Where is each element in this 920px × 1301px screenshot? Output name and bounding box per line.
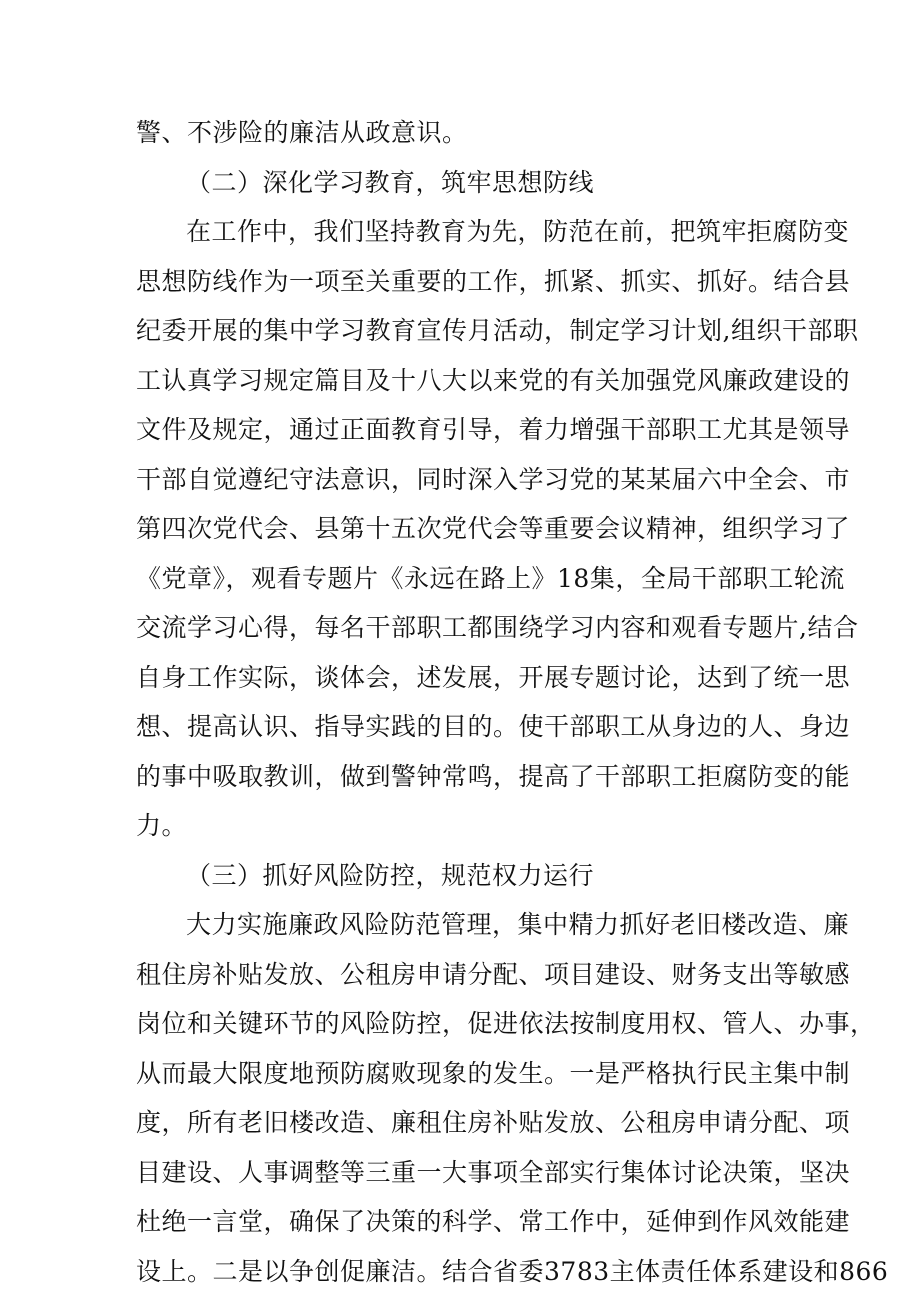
text-line: 自身工作实际，谈体会，述发展，开展专题讨论，达到了统一思: [136, 662, 851, 692]
text-line: 干部自觉遵纪守法意识，同时深入学习党的某某届六中全会、市: [136, 464, 851, 494]
text-line: 岗位和关键环节的风险防控，促进依法按制度用权、管人、办事，: [136, 1009, 876, 1038]
text-line: 从而最大限度地预防腐败现象的发生。一是严格执行民主集中制: [136, 1058, 851, 1088]
text-line: 工认真学习规定篇目及十八大以来党的有关加强党风廉政建设的: [136, 365, 851, 395]
text-line: 大力实施廉政风险防范管理，集中精力抓好老旧楼改造、廉: [186, 910, 850, 939]
document-body: [136, 108, 889, 1296]
text-line: 租住房补贴发放、公租房申请分配、项目建设、财务支出等敏感: [136, 959, 851, 989]
text-line: 思想防线作为一项至关重要的工作，抓紧、抓实、抓好。结合县: [136, 266, 851, 296]
text-line: 交流学习心得，每名干部职工都围绕学习内容和观看专题片,结合: [136, 613, 859, 642]
text-line: 的事中吸取教训，做到警钟常鸣，提高了干部职工拒腐防变的能: [136, 761, 851, 791]
text-line: 设上。二是以争创促廉洁。结合省委3783主体责任体系建设和866: [136, 1256, 889, 1286]
text-line: 在工作中，我们坚持教育为先，防范在前，把筑牢拒腐防变: [186, 217, 850, 246]
text-line: 《党章》，观看专题片《永远在路上》18集，全局干部职工轮流: [136, 563, 845, 593]
text-line: 文件及规定，通过正面教育引导，着力增强干部职工尤其是领导: [136, 415, 851, 444]
text-line: 目建设、人事调整等三重一大事项全部实行集体讨论决策，坚决: [136, 1157, 851, 1187]
text-line: 度，所有老旧楼改造、廉租住房补贴发放、公租房申请分配、项: [136, 1108, 851, 1137]
section-heading: （三）抓好风险防控，规范权力运行: [186, 860, 595, 890]
text-line: 纪委开展的集中学习教育宣传月活动，制定学习计划,组织干部职: [136, 316, 859, 345]
text-line: 杜绝一言堂，确保了决策的科学、常工作中，延伸到作风效能建: [136, 1207, 851, 1236]
text-line: 想、提高认识、指导实践的目的。使干部职工从身边的人、身边: [136, 712, 851, 741]
text-line: 力。: [136, 811, 188, 840]
text-line: 第四次党代会、县第十五次党代会等重要会议精神，组织学习了: [136, 514, 851, 543]
section-heading: （二）深化学习教育，筑牢思想防线: [186, 167, 595, 197]
text-line: 警、不涉险的廉洁从政意识。: [136, 118, 468, 147]
